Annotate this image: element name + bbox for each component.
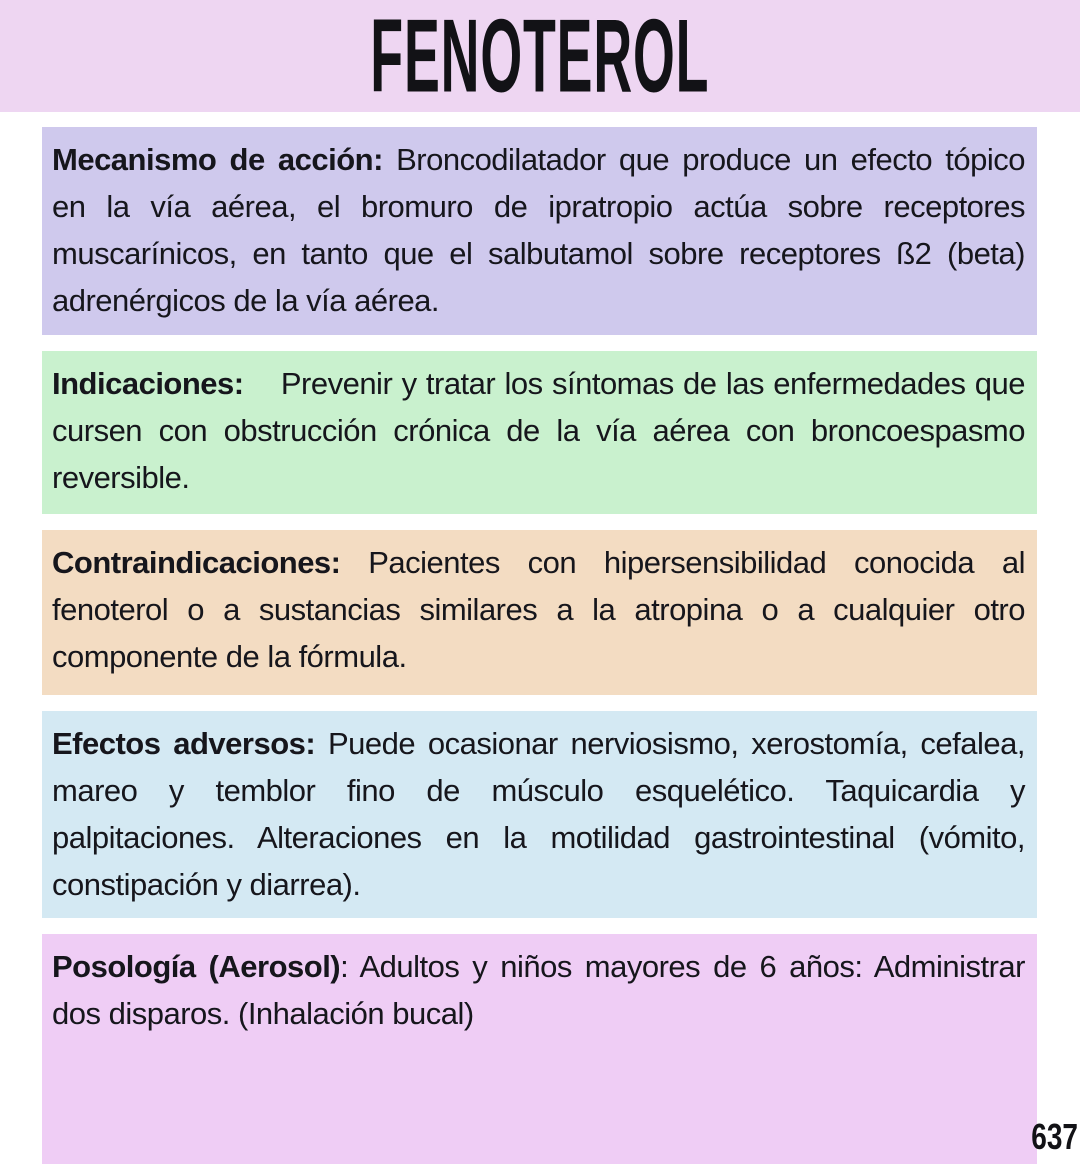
section-efectos-adversos [42,711,1037,918]
page-number: 637 [1031,1116,1078,1157]
section-body: Broncodilatador que produce un efecto tópico en la vía aérea, el bromuro de ipratropio actúa sobre receptores muscarínicos, en tanto que el salbutamol sobre receptores ß2 (beta) adrenérgicos de la vía aérea. [52,142,1025,318]
section-paragraph [52,136,1025,324]
section-paragraph [52,539,1025,680]
section-label: Posología (Aerosol) [52,949,341,984]
section-body: Puede ocasionar nerviosismo, xerostomía, cefalea, mareo y temblor fino de músculo esquelético. Taquicardia y palpitaciones. Alteraciones en la motilidad gastrointestinal (vómito, constipación y diarrea). [52,726,1026,902]
card-header [0,0,1080,115]
section-body: Pacientes con hipersensibilidad conocida al fenoterol o a sustancias similares a la atropina o a cualquier otro componente de la fórmula. [52,545,1025,674]
section-paragraph [52,720,1025,908]
section-paragraph [52,360,1025,501]
section-contraindicaciones [42,530,1037,695]
section-label: Indicaciones: [52,366,244,401]
page-title: FENOTEROL [370,0,710,115]
section-label: Mecanismo de acción: [52,142,383,177]
section-label: Contraindicaciones: [52,545,341,580]
section-indicaciones [42,351,1037,514]
card-sections [42,127,1037,1164]
section-paragraph [52,943,1025,1037]
section-mecanismo-de-accion [42,127,1037,335]
section-body: Prevenir y tratar los síntomas de las enfermedades que cursen con obstrucción crónica de la vía aérea con broncoespasmo reversible. [52,366,1025,495]
section-body: : Adultos y niños mayores de 6 años: Administrar dos disparos. (Inhalación bucal) [52,949,1025,1031]
section-label: Efectos adversos: [52,726,316,761]
section-posologia-aerosol [42,934,1037,1164]
